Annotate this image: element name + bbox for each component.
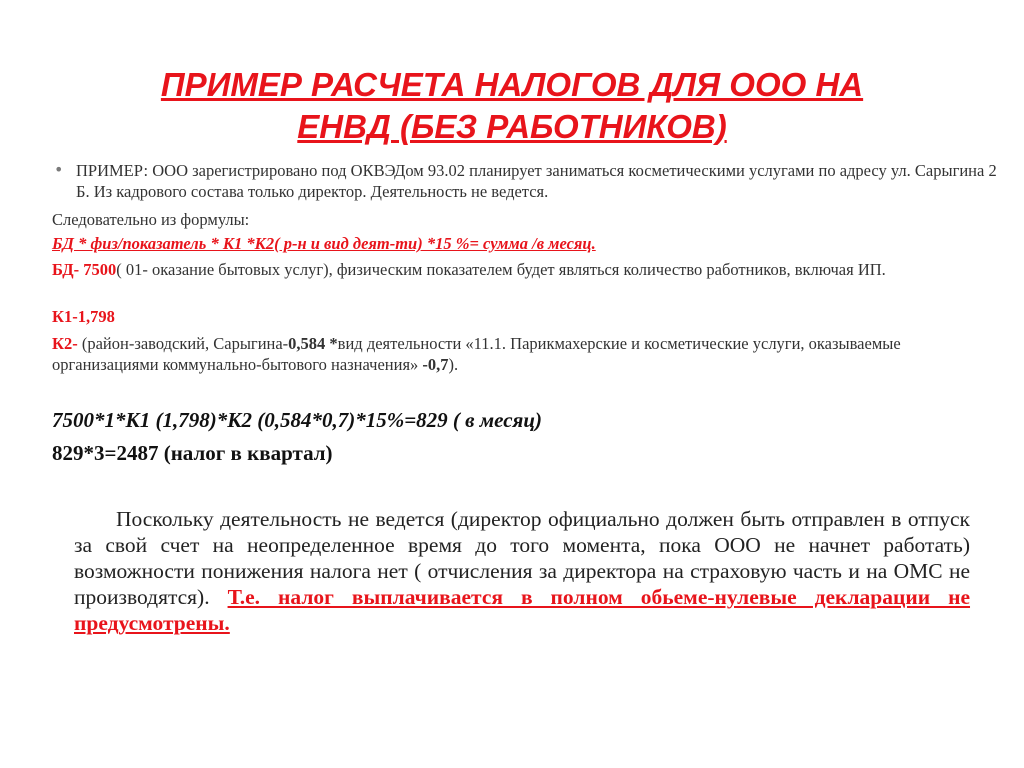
bd-label: БД- xyxy=(52,260,84,279)
conclusion-paragraph xyxy=(74,506,970,636)
k2-star: * xyxy=(325,334,338,353)
bd-text: ( 01- оказание бытовых услуг), физическим показателем будет являться количество работников, включая ИП. xyxy=(116,260,886,279)
title-line-1: ПРИМЕР РАСЧЕТА НАЛОГОВ ДЛЯ ООО НА xyxy=(160,66,864,103)
formula-line xyxy=(52,233,982,254)
page-title xyxy=(60,64,964,148)
conclusion-emphasis: Т.е. налог выплачивается в полном обьеме-нулевые декларации не предусмотрены. xyxy=(74,585,971,635)
k2-paragraph xyxy=(52,333,982,375)
k2-label: К2- xyxy=(52,334,78,353)
k2-tail: ). xyxy=(448,355,459,374)
conclusion-text: Поскольку деятельность не ведется (директор официально должен быть отправлен в отпуск за свой счет на неопределенное время до того момента, пока ООО не начнет работать) возможности понижения налога нет ( отчисления за директора на страховую часть и на ОМС не производятся). xyxy=(74,507,970,609)
formula-text: БД * физ/показатель * К1 *К2( р-н и вид деят-ти) *15 %= сумма /в месяц. xyxy=(52,234,596,253)
title-line-2: ЕНВД (БЕЗ РАБОТНИКОВ) xyxy=(297,108,727,145)
example-description: ПРИМЕР: ООО зарегистрировано под ОКВЭДом 93.02 планирует заниматься косметическими услугами по адресу ул. Сарыгина 2 Б. Из кадрового состава только директор. Деятельность не ведется. xyxy=(76,161,997,201)
k2-value-b: -0,7 xyxy=(422,355,449,374)
bd-paragraph xyxy=(52,259,982,280)
k1-line xyxy=(52,306,982,327)
k1-label: К1- xyxy=(52,307,78,326)
k2-text-a: (район-заводский, Сарыгина- xyxy=(77,334,289,353)
bullet-marker: • xyxy=(54,160,64,179)
k2-text-b: вид деятельности «11.1. Парикмахерские и косметические услуги, оказываемые организациями коммунально-бытового назначения» xyxy=(52,334,901,374)
formula-intro: Следовательно из формулы: xyxy=(52,210,250,229)
k1-value: 1,798 xyxy=(77,307,115,326)
bd-value: 7500 xyxy=(83,260,117,279)
calc-month: 7500*1*К1 (1,798)*К2 (0,584*0,7)*15%=829 ( в месяц) xyxy=(52,408,543,432)
calc-quarter: 829*3=2487 (налог в квартал) xyxy=(52,441,333,465)
k2-value-a: 0,584 xyxy=(288,334,326,353)
